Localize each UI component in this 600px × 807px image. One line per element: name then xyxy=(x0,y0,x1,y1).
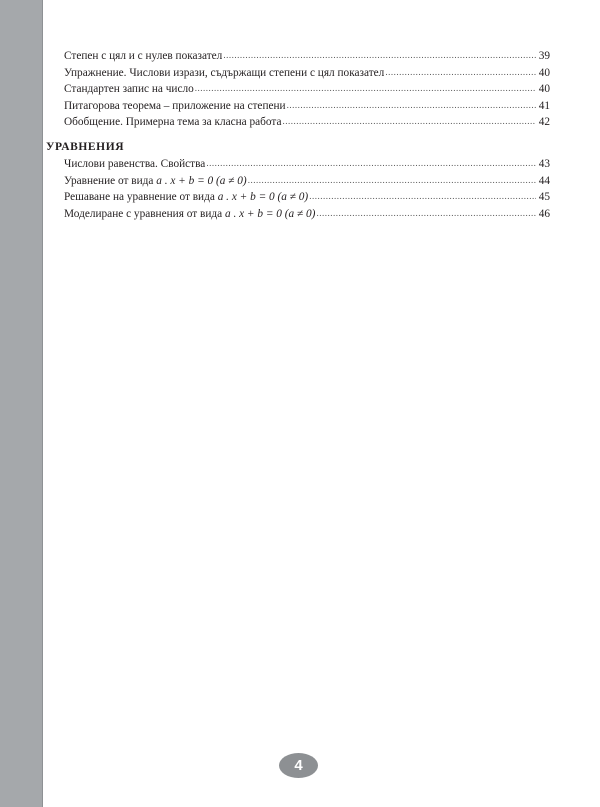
toc-entry-title: Обобщение. Примерна тема за класна работа xyxy=(64,116,282,129)
toc-entry-page: 45 xyxy=(538,191,550,204)
toc-dot-leader xyxy=(309,188,536,205)
toc-entry[interactable] xyxy=(46,114,550,131)
toc-section-heading: УРАВНЕНИЯ xyxy=(46,140,125,153)
toc-entry-title-text: Решаване на уравнение от вида xyxy=(64,191,218,204)
toc-entry-formula: a . x + b = 0 (a ≠ 0) xyxy=(217,191,309,204)
toc-dot-leader xyxy=(248,172,536,189)
toc-entry-title: Числови равенства. Свойства xyxy=(64,157,206,170)
toc-entry-title xyxy=(64,173,247,190)
toc-entry-title xyxy=(64,206,315,223)
toc-entry[interactable] xyxy=(46,98,550,115)
toc-entry[interactable] xyxy=(46,206,550,223)
toc-entry-page: 46 xyxy=(538,207,550,220)
toc-dot-leader xyxy=(316,205,536,222)
toc-entry-title-text: Уравнение от вида xyxy=(64,174,157,187)
toc-dot-leader xyxy=(283,113,536,130)
toc-entry[interactable] xyxy=(46,189,550,206)
table-of-contents xyxy=(46,48,550,222)
toc-entry[interactable] xyxy=(46,156,550,173)
toc-entry[interactable] xyxy=(46,65,550,82)
toc-entry-page: 40 xyxy=(538,83,550,96)
toc-entry-page: 41 xyxy=(538,99,550,112)
toc-entry-formula: a . x + b = 0 (a ≠ 0) xyxy=(224,207,316,220)
toc-section-powers xyxy=(46,48,550,131)
toc-entry[interactable] xyxy=(46,81,550,98)
toc-dot-leader xyxy=(206,155,536,172)
toc-section-equations xyxy=(46,139,550,222)
toc-entry-title: Питагорова теорема – приложение на степени xyxy=(64,99,286,112)
toc-entry-title: Степен с цял и с нулев показател xyxy=(64,50,223,62)
toc-dot-leader xyxy=(385,64,536,81)
page-side-bar xyxy=(0,0,43,807)
toc-entry-page: 44 xyxy=(538,174,550,187)
toc-entry-formula: a . x + b = 0 (a ≠ 0) xyxy=(156,174,247,187)
toc-entry-page: 39 xyxy=(538,50,550,62)
toc-entry-page: 43 xyxy=(538,157,550,170)
toc-entry-title-text: Моделиране с уравнения от вида xyxy=(64,207,225,220)
toc-entry-page: 42 xyxy=(538,116,550,129)
page-number-badge: 4 xyxy=(279,753,318,778)
toc-entry-page: 40 xyxy=(538,66,550,79)
toc-entry-title xyxy=(64,189,308,206)
toc-entry-title: Упражнение. Числови изрази, съдържащи степени с цял показател xyxy=(64,66,385,79)
toc-dot-leader xyxy=(195,80,536,97)
toc-dot-leader xyxy=(287,97,536,114)
toc-dot-leader xyxy=(223,47,536,64)
toc-entry-title: Стандартен запис на число xyxy=(64,83,194,96)
toc-entry[interactable] xyxy=(46,48,550,65)
toc-entry[interactable] xyxy=(46,173,550,190)
